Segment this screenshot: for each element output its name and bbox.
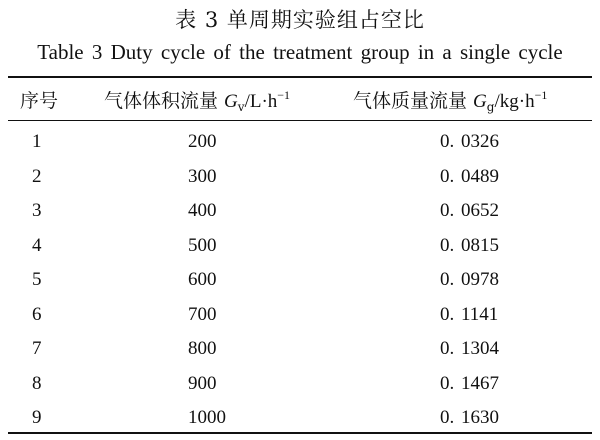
header-volume-label: 气体体积流量 bbox=[104, 90, 225, 112]
top-rule bbox=[8, 76, 592, 78]
header-mass-label: 气体质量流量 bbox=[353, 90, 474, 112]
header-mass-unit: /kg·h bbox=[494, 91, 535, 112]
header-rule bbox=[8, 120, 592, 121]
cell-index: 7 bbox=[32, 338, 42, 359]
cell-volume: 400 bbox=[188, 200, 217, 221]
table-row bbox=[8, 230, 592, 265]
cell-volume: 300 bbox=[188, 165, 217, 187]
cell-mass: 0. 0326 bbox=[440, 131, 499, 152]
table-title-en: Table 3 Duty cycle of the treatment group in a single cycle bbox=[37, 40, 563, 64]
cell-index: 8 bbox=[32, 372, 42, 394]
header-mass-exponent: −1 bbox=[534, 88, 548, 102]
table-row bbox=[8, 368, 592, 403]
cell-mass: 0. 1304 bbox=[440, 338, 499, 359]
table-body bbox=[8, 126, 592, 437]
cell-mass: 0. 0652 bbox=[440, 200, 499, 221]
header-volume-symbol: G bbox=[224, 91, 238, 112]
cell-mass: 0. 1630 bbox=[440, 407, 499, 428]
cell-volume: 500 bbox=[188, 234, 217, 256]
table-row bbox=[8, 195, 592, 230]
table-row bbox=[8, 126, 592, 161]
cell-index: 4 bbox=[32, 234, 42, 256]
cell-mass: 0. 0978 bbox=[440, 269, 499, 290]
header-volume-subscript: v bbox=[237, 100, 245, 114]
header-mass-subscript: g bbox=[486, 100, 495, 114]
table-row bbox=[8, 161, 592, 196]
header-volume-exponent: −1 bbox=[277, 88, 291, 102]
cell-mass: 0. 1141 bbox=[440, 303, 499, 325]
table-row bbox=[8, 333, 592, 368]
header-mass-flow bbox=[353, 86, 547, 114]
header-index: 序号 bbox=[20, 90, 59, 112]
cell-mass: 0. 1467 bbox=[440, 372, 499, 394]
header-volume-flow bbox=[104, 86, 290, 114]
cell-index: 9 bbox=[32, 407, 42, 428]
cell-volume: 700 bbox=[188, 303, 217, 325]
table-row bbox=[8, 299, 592, 334]
table-header bbox=[8, 82, 592, 116]
cell-volume: 1000 bbox=[188, 407, 226, 428]
table-title-cn: 表 3 单周期实验组占空比 bbox=[175, 8, 425, 32]
cell-index: 5 bbox=[32, 269, 42, 290]
header-mass-symbol: G bbox=[473, 91, 487, 112]
cell-volume: 600 bbox=[188, 269, 217, 290]
cell-index: 3 bbox=[32, 200, 42, 221]
cell-index: 6 bbox=[32, 303, 42, 325]
cell-volume: 800 bbox=[188, 338, 217, 359]
table-row bbox=[8, 264, 592, 299]
cell-index: 1 bbox=[32, 131, 42, 152]
bottom-rule bbox=[8, 432, 592, 434]
header-volume-unit: /L·h bbox=[244, 91, 278, 112]
cell-volume: 900 bbox=[188, 372, 217, 394]
cell-mass: 0. 0489 bbox=[440, 165, 499, 187]
cell-volume: 200 bbox=[188, 131, 217, 152]
cell-index: 2 bbox=[32, 165, 42, 187]
cell-mass: 0. 0815 bbox=[440, 234, 499, 256]
